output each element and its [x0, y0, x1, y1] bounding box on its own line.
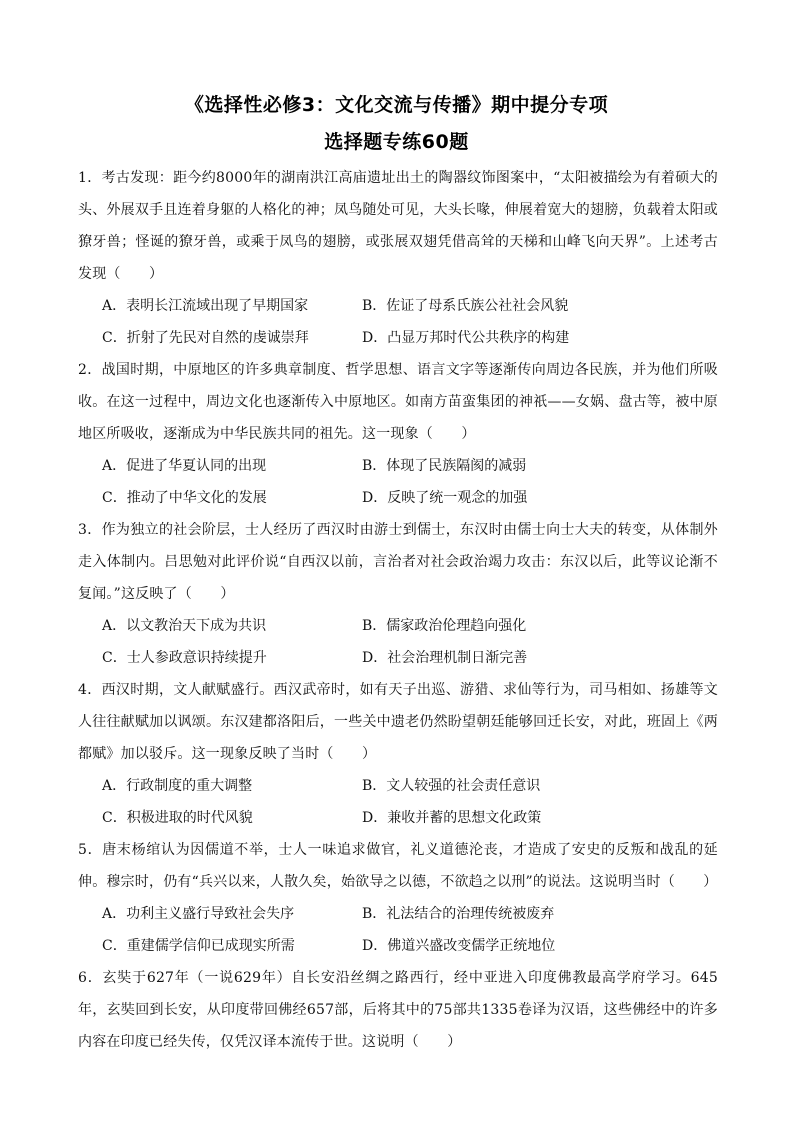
option-b: B．佐证了母系氏族公社社会风貌 [362, 298, 569, 314]
question-5 [78, 834, 718, 962]
option-c: C．推动了中华文化的发展 [102, 490, 267, 506]
question-4 [78, 674, 718, 834]
question-3 [78, 514, 718, 674]
question-2 [78, 354, 718, 514]
option-d: D．反映了统一观念的加强 [362, 490, 528, 506]
option-d: D．兼收并蓄的思想文化政策 [362, 810, 542, 826]
question-1 [78, 162, 718, 354]
question-text: 6．玄奘于627年（一说629年）自长安沿丝绸之路西行，经中亚进入印度佛教最高学府学习。645年，玄奘回到长安，从印度带回佛经657部，后将其中的75部共1335卷译为汉语，这些佛经中的许多内容在印度已经失传，仅凭汉译本流传于世。这说明（ ） [78, 970, 718, 1050]
option-a: A．表明长江流域出现了早期国家 [102, 298, 309, 314]
option-a: A．促进了华夏认同的出现 [102, 458, 267, 474]
option-list [78, 770, 718, 834]
question-list [78, 162, 718, 1058]
document-title: 《选择性必修3：文化交流与传播》期中提分专项 [184, 94, 609, 116]
option-list [78, 610, 718, 674]
question-text: 5．唐末杨绾认为因儒道不举，士人一味追求做官，礼义道德沦丧，才造成了安史的反叛和战乱的延伸。穆宗时，仍有“兵兴以来，人散久矣，始欲导之以德，不欲趋之以刑”的说法。这说明当时（ ） [78, 842, 718, 890]
option-b: B．体现了民族隔阂的减弱 [362, 458, 527, 474]
option-b: B．礼法结合的治理传统被废弃 [362, 906, 555, 922]
question-text: 3．作为独立的社会阶层，士人经历了西汉时由游士到儒士，东汉时由儒士向士大夫的转变，从体制外走入体制内。吕思勉对此评价说“自西汉以前，言治者对社会政治竭力攻击：东汉以后，此等议论渐不复闻。”这反映了（ ） [78, 522, 718, 602]
option-a: A．功利主义盛行导致社会失序 [102, 906, 295, 922]
option-d: D．凸显万邦时代公共秩序的构建 [362, 330, 570, 346]
option-list [78, 898, 718, 962]
question-6 [78, 962, 718, 1058]
question-text: 1．考古发现：距今约8000年的湖南洪江高庙遗址出土的陶器纹饰图案中，“太阳被描绘为有着硕大的头、外展双手且连着身躯的人格化的神；凤鸟随处可见，大头长喙，伸展着宽大的翅膀，负载着太阳或獠牙兽；怪诞的獠牙兽，或乘于凤鸟的翅膀，或张展双翅凭借高耸的天梯和山峰飞向天界”。上述考古发现（ ） [78, 170, 718, 282]
question-text: 4．西汉时期，文人献赋盛行。西汉武帝时，如有天子出巡、游猎、求仙等行为，司马相如、扬雄等文人往往献赋加以讽颂。东汉建都洛阳后，一些关中遗老仍然盼望朝廷能够回迁长安，对此，班固上《两都赋》加以驳斥。这一现象反映了当时（ ） [78, 682, 718, 762]
option-c: C．折射了先民对自然的虔诚崇拜 [102, 330, 309, 346]
option-d: D．佛道兴盛改变儒学正统地位 [362, 938, 556, 954]
option-c: C．士人参政意识持续提升 [102, 650, 267, 666]
option-list [78, 290, 718, 354]
option-list [78, 450, 718, 514]
option-b: B．文人较强的社会责任意识 [362, 778, 541, 794]
option-d: D．社会治理机制日渐完善 [362, 650, 528, 666]
option-c: C．重建儒学信仰已成现实所需 [102, 938, 295, 954]
question-text: 2．战国时期，中原地区的许多典章制度、哲学思想、语言文字等逐渐传向周边各民族，并为他们所吸收。在这一过程中，周边文化也逐渐传入中原地区。如南方苗蛮集团的神祇——女娲、盘古等，被中原地区所吸收，逐渐成为中华民族共同的祖先。这一现象（ ） [78, 362, 718, 442]
option-c: C．积极进取的时代风貌 [102, 810, 253, 826]
option-b: B．儒家政治伦理趋向强化 [362, 618, 527, 634]
document-subtitle: 选择题专练60题 [324, 131, 469, 153]
option-a: A．以文教治天下成为共识 [102, 618, 267, 634]
option-a: A．行政制度的重大调整 [102, 778, 253, 794]
